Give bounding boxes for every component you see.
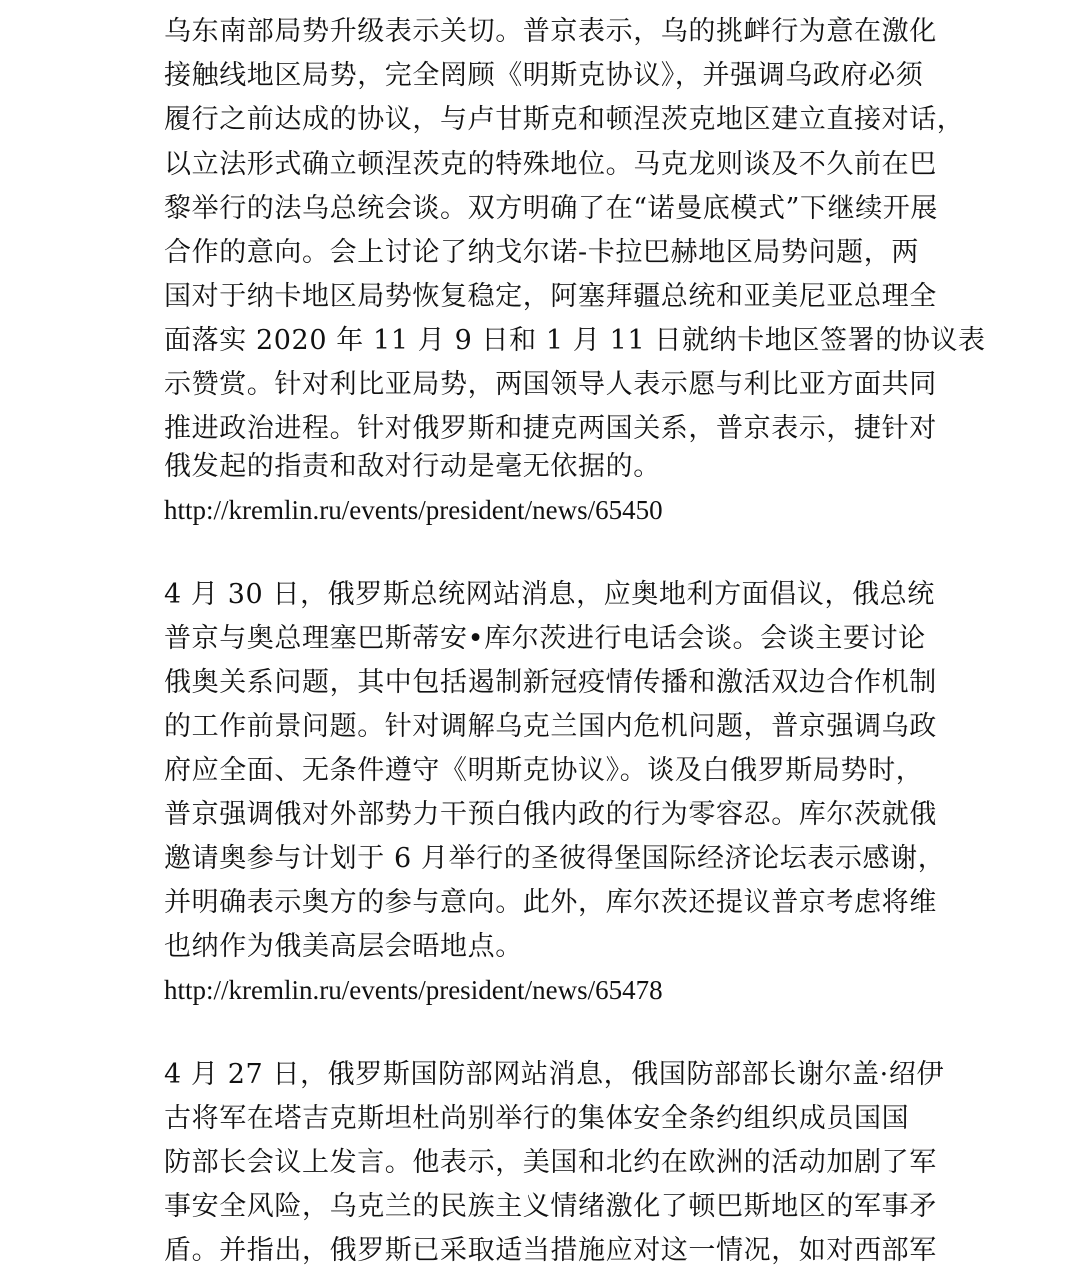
paragraph-1-line: 接触线地区局势，完全罔顾《明斯克协议》，并强调乌政府必须: [164, 60, 924, 91]
paragraph-3-line: 4 月 27 日，俄罗斯国防部网站消息，俄国防部部长谢尔盖·绍伊: [164, 1059, 945, 1090]
paragraph-1-line: 以立法形式确立顿涅茨克的特殊地位。马克龙则谈及不久前在巴: [164, 149, 937, 180]
paragraph-1-line: 面落实 2020 年 11 月 9 日和 1 月 11 日就纳卡地区签署的协议表: [164, 325, 986, 356]
paragraph-2-line: 也纳作为俄美高层会晤地点。: [164, 931, 523, 962]
paragraph-3-line: 古将军在塔吉克斯坦杜尚别举行的集体安全条约组织成员国国: [164, 1103, 910, 1134]
source-link-row: [164, 490, 663, 531]
paragraph-3-line: 盾。并指出，俄罗斯已采取适当措施应对这一情况，如对西部军: [164, 1235, 937, 1265]
paragraph-2-line: 4 月 30 日，俄罗斯总统网站消息，应奥地利方面倡议，俄总统: [164, 579, 935, 610]
paragraph-3-line: 防部长会议上发言。他表示，美国和北约在欧洲的活动加剧了军: [164, 1147, 937, 1178]
paragraph-1-line: 推进政治进程。针对俄罗斯和捷克两国关系，普京表示，捷针对: [164, 413, 937, 444]
paragraph-1-line: 俄发起的指责和敌对行动是毫无依据的。: [164, 451, 661, 482]
source-link[interactable]: http://kremlin.ru/events/president/news/65450: [164, 495, 663, 525]
paragraph-1-line: 黎举行的法乌总统会谈。双方明确了在“诺曼底模式”下继续开展: [164, 193, 939, 224]
paragraph-2-line: 并明确表示奥方的参与意向。此外，库尔茨还提议普京考虑将维: [164, 887, 937, 918]
paragraph-1-line: 示赞赏。针对利比亚局势，两国领导人表示愿与利比亚方面共同: [164, 369, 937, 400]
paragraph-1-line: 乌东南部局势升级表示关切。普京表示，乌的挑衅行为意在激化: [164, 16, 937, 47]
source-link[interactable]: http://kremlin.ru/events/president/news/65478: [164, 975, 663, 1005]
paragraph-2-line: 府应全面、无条件遵守《明斯克协议》。谈及白俄罗斯局势时，: [164, 755, 924, 786]
paragraph-2-line: 俄奥关系问题，其中包括遏制新冠疫情传播和激活双边合作机制: [164, 667, 937, 698]
paragraph-1-line: 国对于纳卡地区局势恢复稳定，阿塞拜疆总统和亚美尼亚总理全: [164, 281, 937, 312]
paragraph-2-line: 普京与奥总理塞巴斯蒂安•库尔茨进行电话会谈。会谈主要讨论: [164, 623, 926, 654]
paragraph-2-line: 邀请奥参与计划于 6 月举行的圣彼得堡国际经济论坛表示感谢，: [164, 843, 946, 874]
paragraph-2-line: 普京强调俄对外部势力干预白俄内政的行为零容忍。库尔茨就俄: [164, 799, 937, 830]
paragraph-1-line: 合作的意向。会上讨论了纳戈尔诺-卡拉巴赫地区局势问题，两: [164, 237, 919, 268]
paragraph-3-line: 事安全风险，乌克兰的民族主义情绪激化了顿巴斯地区的军事矛: [164, 1191, 937, 1222]
source-link-row: [164, 970, 663, 1011]
paragraph-2-line: 的工作前景问题。针对调解乌克兰国内危机问题，普京强调乌政: [164, 711, 937, 742]
paragraph-1-line: 履行之前达成的协议，与卢甘斯克和顿涅茨克地区建立直接对话，: [164, 104, 965, 135]
